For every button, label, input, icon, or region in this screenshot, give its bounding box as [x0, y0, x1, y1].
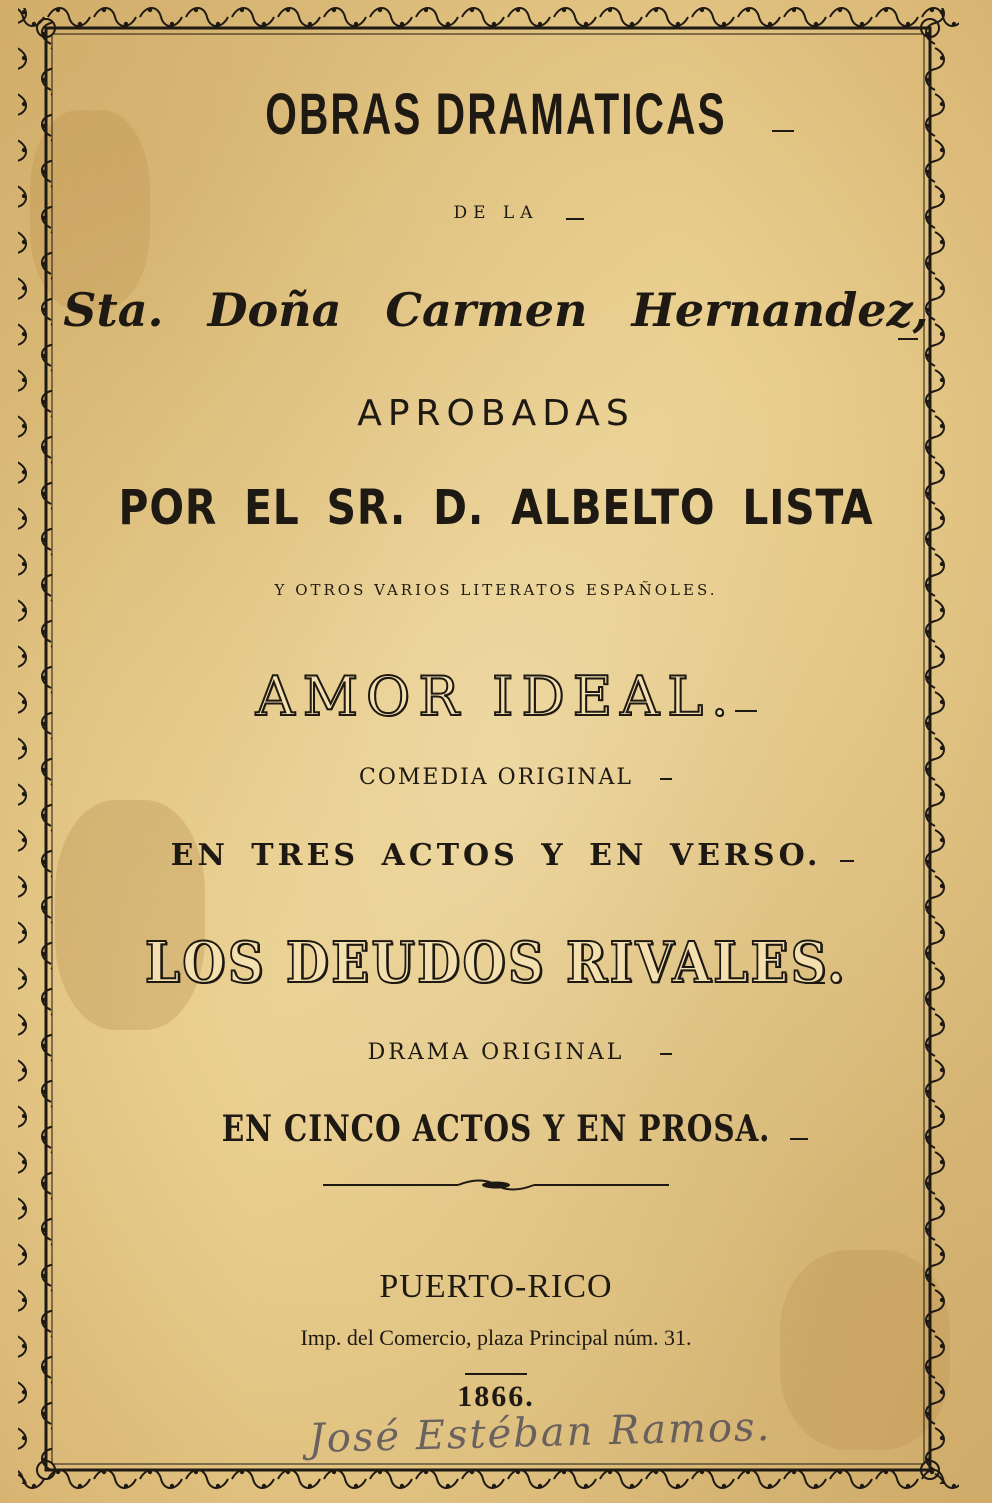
work1-title: AMOR IDEAL. [255, 665, 737, 728]
dash-mark [660, 778, 672, 780]
work2-title: LOS DEUDOS RIVALES. [144, 930, 848, 996]
publication-year: 1866. [457, 1380, 535, 1413]
year-rule [465, 1373, 527, 1375]
ornamental-rule [323, 1175, 669, 1195]
work2-genre: DRAMA ORIGINAL [367, 1040, 625, 1065]
other-authors-text: Y OTROS VARIOS LITERATOS ESPAÑOLES. [274, 581, 718, 599]
approved-by: POR EL SR. D. ALBELTO LISTA [118, 480, 874, 536]
dash-mark [660, 1053, 672, 1055]
work2-form: EN CINCO ACTOS Y EN PROSA. [221, 1108, 771, 1150]
dash-mark [772, 130, 794, 132]
printer-imprint: Imp. del Comercio, plaza Principal núm. 31. [300, 1325, 692, 1350]
approved-heading: APROBADAS [357, 393, 635, 434]
dash-mark [790, 1138, 808, 1140]
author-name: Sta. Doña Carmen Hernandez, [63, 283, 929, 337]
main-title: OBRAS DRAMATICAS [265, 82, 727, 147]
publication-place: PUERTO-RICO [379, 1268, 613, 1305]
de-la-text: DE LA [453, 203, 539, 223]
work1-form: EN TRES ACTOS Y EN VERSO. [170, 838, 822, 873]
handwritten-signature: José Estéban Ramos. [308, 1403, 772, 1463]
work1-genre: COMEDIA ORIGINAL [359, 765, 633, 790]
dash-mark [840, 860, 854, 862]
dash-mark [898, 338, 918, 340]
dash-mark [735, 710, 757, 712]
dash-mark [805, 982, 825, 984]
dash-mark [566, 218, 584, 220]
